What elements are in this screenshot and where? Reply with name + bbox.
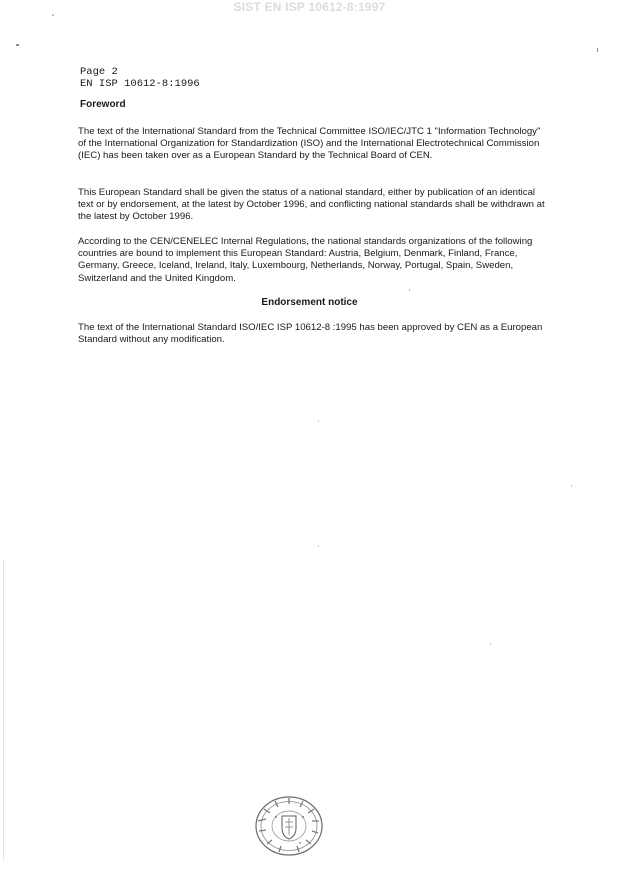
- scan-speck: [490, 643, 491, 645]
- page-number: Page 2: [80, 66, 118, 78]
- scan-speck: [52, 14, 54, 16]
- endorsement-heading: Endorsement notice: [261, 297, 358, 308]
- endorsement-paragraph: The text of the International Standard ISO/IEC ISP 10612-8 :1995 has been approved by CEN as a European Standard without any modification.: [78, 322, 543, 346]
- scan-speck: [318, 545, 319, 547]
- scan-speck: [571, 485, 572, 487]
- foreword-paragraph-2: This European Standard shall be given the status of a national standard, either by publication of an identical text or by endorsement, at the latest by October 1996, and conflicting national standards shall be withdrawn at the latest by October 1996.: [78, 187, 545, 223]
- watermark: SIST EN ISP 10612-8:1997: [233, 0, 386, 14]
- foreword-heading: Foreword: [80, 99, 126, 110]
- official-seal: [253, 795, 325, 862]
- scan-speck: [409, 289, 410, 291]
- foreword-paragraph-1: The text of the International Standard from the Technical Committee ISO/IEC/JTC 1 "Information Technology" of the International Organization for Standardization (ISO) and the International Electrotechnical Commission (IEC) has been taken over as a European Standard by the Technical Board of CEN.: [78, 126, 541, 162]
- foreword-paragraph-3: According to the CEN/CENELEC Internal Regulations, the national standards organizations of the following countries are bound to implement this European Standard: Austria, Belgium, Denmark, Finland, France, Germany, Greece, Iceland, Ireland, Italy, Luxembourg, Netherlands, Norway, Portugal, Spain, Sweden, Switzerland and the United Kingdom.: [78, 236, 533, 284]
- scan-edge-line: [3, 560, 4, 860]
- scan-speck: [318, 420, 319, 422]
- scan-speck: [16, 44, 19, 46]
- scan-speck: [597, 48, 598, 52]
- seal-icon: [253, 795, 325, 857]
- page-header: [80, 66, 200, 90]
- document-id: EN ISP 10612-8:1996: [80, 78, 200, 90]
